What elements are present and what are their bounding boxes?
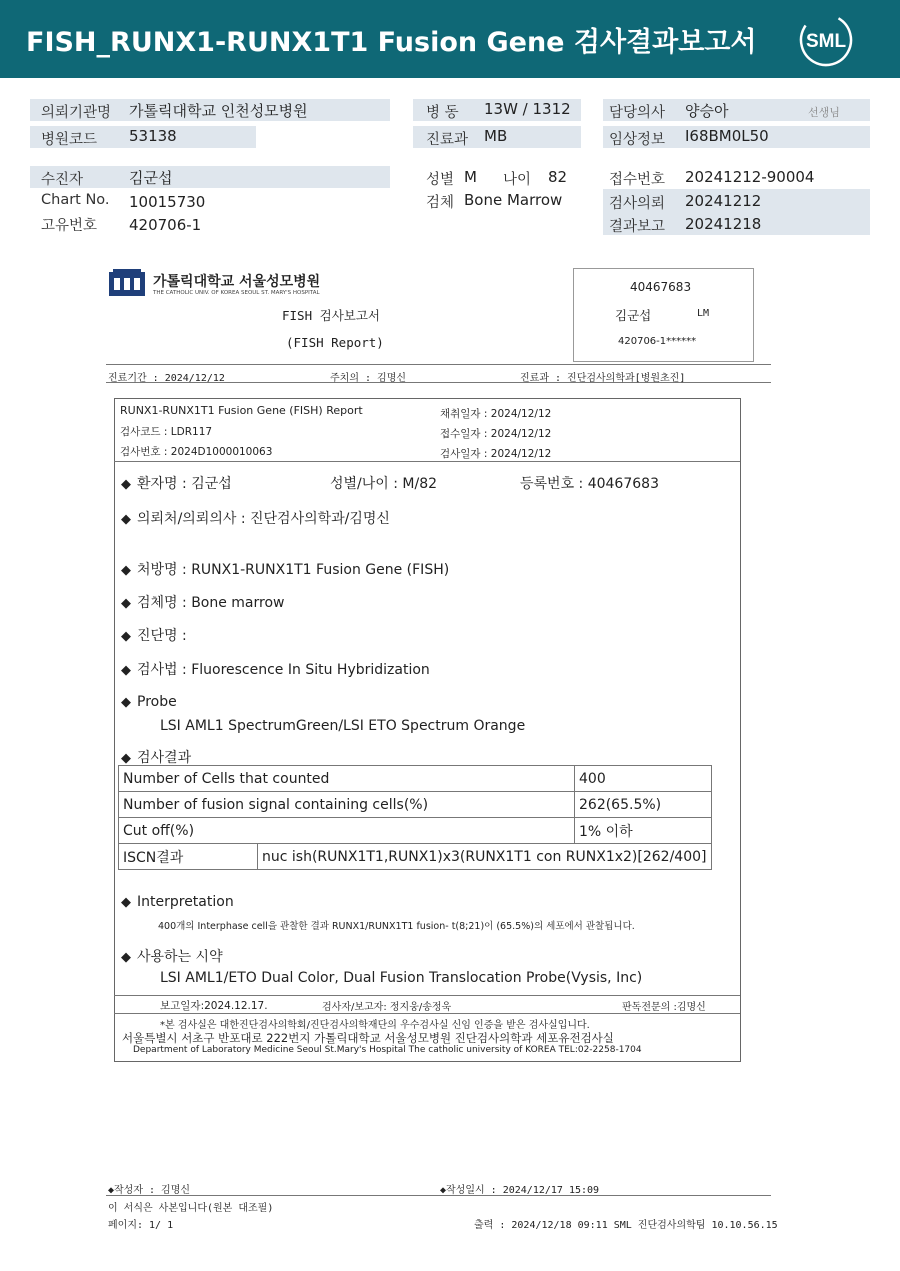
- table-row: [119, 818, 712, 844]
- line-method: 검사법 : Fluorescence In Situ Hybridization: [137, 662, 430, 678]
- line-result-head: 검사결과: [137, 750, 192, 766]
- sml-logo-icon: [798, 12, 854, 68]
- svg-text:SML: SML: [805, 31, 847, 52]
- bottom-print: 출력 : 2024/12/18 09:11 SML 진단검사의학팀 10.10.56.15: [474, 1220, 778, 1231]
- unique-value: 420706-1: [129, 216, 202, 234]
- iscn-label: ISCN결과: [119, 844, 258, 870]
- patient-label: 수진자: [41, 172, 84, 188]
- dept-value: MB: [484, 127, 508, 145]
- report-value: 20241218: [685, 215, 762, 233]
- age-label: 나이: [503, 172, 532, 188]
- line-probe-head: Probe: [137, 694, 177, 710]
- request-label: 검사의뢰: [609, 196, 666, 212]
- page-header: [0, 0, 900, 78]
- footer-cert: *본 검사실은 대한진단검사의학회/진단검사의학재단의 우수검사실 신임 인증을 받은 검사실입니다.: [160, 1020, 590, 1031]
- patient-value: 김군섭: [129, 169, 173, 187]
- hospital-logo-icon: [108, 268, 146, 298]
- bottom-writer: ◆작성자 : 김명신: [108, 1185, 191, 1196]
- footer-testers: 검사자/보고자: 정지웅/송정욱: [322, 1002, 452, 1013]
- result-value: 400: [575, 766, 712, 792]
- line-diagnosis: 진단명 :: [137, 628, 187, 644]
- ward-label: 병 동: [426, 105, 459, 121]
- footer-reader: 판독전문의 :김명신: [622, 1002, 706, 1013]
- result-label: Number of Cells that counted: [119, 766, 575, 792]
- age-value: 82: [548, 168, 568, 186]
- doctor-suffix: 선생님: [808, 106, 840, 119]
- hospital-label: 의뢰기관명: [41, 105, 112, 121]
- line-regno: 등록번호 : 40467683: [520, 476, 659, 492]
- receipt-label: 접수번호: [609, 172, 666, 188]
- id-name: 김군섭: [615, 308, 652, 323]
- line-referrer: 의뢰처/의뢰의사 : 진단검사의학과/김명신: [137, 511, 390, 527]
- specimen-value: Bone Marrow: [464, 191, 563, 209]
- page-title: FISH_RUNX1-RUNX1T1 Fusion Gene 검사결과보고서: [26, 27, 757, 58]
- table-row: [119, 766, 712, 792]
- code-label: 병원코드: [41, 132, 98, 148]
- footer-report-date: 보고일자:2024.12.17.: [160, 1000, 268, 1012]
- sex-label: 성별: [426, 172, 455, 188]
- line-sexage: 성별/나이 : M/82: [330, 476, 438, 492]
- result-label: Cut off(%): [119, 818, 575, 844]
- line-patient: 환자명 : 김군섭: [137, 476, 232, 492]
- footer-address: 서울특별시 서초구 반포대로 222번지 가톨릭대학교 서울성모병원 진단검사의학과 세포유전검사실: [122, 1031, 614, 1045]
- doctor-value: 양승아: [685, 102, 729, 120]
- meta-dept: 진료과 : 진단검사의학과[병원초진]: [520, 373, 686, 384]
- code-value: 53138: [129, 127, 177, 145]
- chart-value: 10015730: [129, 193, 206, 211]
- report-test-code: 검사코드 : LDR117: [120, 426, 213, 438]
- specimen-label: 검체: [426, 195, 455, 211]
- report-collect: 채취일자 : 2024/12/12: [440, 408, 552, 420]
- result-table: [118, 765, 712, 870]
- result-label: Number of fusion signal containing cells(%): [119, 792, 575, 818]
- line-specimen: 검체명 : Bone marrow: [137, 595, 285, 611]
- line-interp: 400개의 Interphase cell을 관찰한 결과 RUNX1/RUNX1T1 fusion- t(8;21)이 (65.5%)의 세포에서 관찰됩니다.: [158, 921, 635, 932]
- clinical-label: 임상정보: [609, 132, 666, 148]
- unique-label: 고유번호: [41, 218, 98, 234]
- meta-doctor: 주치의 : 김명신: [330, 373, 407, 384]
- report-label: 결과보고: [609, 219, 666, 235]
- line-probe: LSI AML1 SpectrumGreen/LSI ETO Spectrum Orange: [160, 718, 526, 734]
- line-interp-head: Interpretation: [137, 894, 234, 910]
- doc-title: FISH 검사보고서: [282, 308, 381, 323]
- line-order: 처방명 : RUNX1-RUNX1T1 Fusion Gene (FISH): [137, 562, 450, 578]
- bottom-written: ◆작성일시 : 2024/12/17 15:09: [440, 1185, 600, 1196]
- bottom-copy-note: 이 서식은 사본입니다(원본 대조필): [108, 1203, 274, 1214]
- request-value: 20241212: [685, 192, 762, 210]
- table-row: [119, 792, 712, 818]
- ward-value: 13W / 1312: [484, 100, 571, 118]
- line-reagent: LSI AML1/ETO Dual Color, Dual Fusion Translocation Probe(Vysis, Inc): [160, 970, 643, 986]
- hospital-value: 가톨릭대학교 인천성모병원: [129, 102, 308, 120]
- report-test-date: 검사일자 : 2024/12/12: [440, 448, 552, 460]
- line-reagent-head: 사용하는 시약: [137, 949, 223, 965]
- meta-period: 진료기간 : 2024/12/12: [108, 373, 225, 384]
- result-value: 262(65.5%): [575, 792, 712, 818]
- id-rrn: 420706-1******: [618, 336, 697, 347]
- sex-value: M: [464, 168, 477, 186]
- iscn-value: nuc ish(RUNX1T1,RUNX1)x3(RUNX1T1 con RUNX1x2)[262/400]: [258, 844, 712, 870]
- doctor-label: 담당의사: [609, 105, 666, 121]
- id-number: 40467683: [630, 280, 692, 294]
- doc-hospital-name: 가톨릭대학교 서울성모병원: [153, 274, 321, 290]
- id-tag: LM: [697, 308, 710, 319]
- clinical-value: I68BM0L50: [685, 127, 769, 145]
- footer-address-en: Department of Laboratory Medicine Seoul St.Mary's Hospital The catholic university of KOREA TEL:02-2258-1704: [133, 1045, 642, 1055]
- table-row: [119, 844, 712, 870]
- bottom-page: 페이지: 1/ 1: [108, 1220, 174, 1231]
- report-test-no: 검사번호 : 2024D1000010063: [120, 446, 273, 458]
- chart-label: Chart No.: [41, 192, 110, 208]
- result-value: 1% 이하: [575, 818, 712, 844]
- report-name: RUNX1-RUNX1T1 Fusion Gene (FISH) Report: [120, 404, 363, 417]
- dept-label: 진료과: [426, 132, 469, 148]
- doc-hospital-en: THE CATHOLIC UNIV. OF KOREA SEOUL ST. MARY'S HOSPITAL: [153, 290, 320, 296]
- doc-subtitle: (FISH Report): [286, 335, 384, 350]
- receipt-value: 20241212-90004: [685, 168, 815, 186]
- report-receive: 접수일자 : 2024/12/12: [440, 428, 552, 440]
